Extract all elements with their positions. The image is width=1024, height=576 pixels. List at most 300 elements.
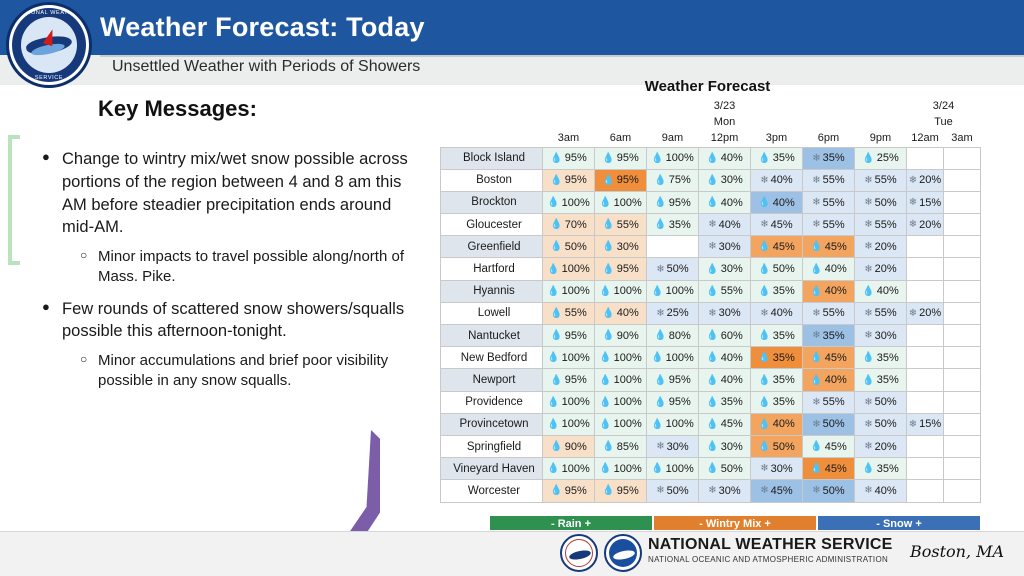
forecast-cell [944,435,981,457]
title-bar-content [100,0,1024,55]
hour-header: 6pm [803,130,855,147]
forecast-cell [543,413,595,435]
legend-rain: - Rain + [489,515,653,531]
forecast-value: 30% [666,440,689,453]
raindrop-icon: 💧 [758,197,771,209]
forecast-cell [803,480,855,502]
forecast-cell [855,236,907,258]
city-label: Greenfield [441,236,543,258]
forecast-cell [543,480,595,502]
raindrop-icon: 💧 [758,374,771,386]
forecast-cell [751,435,803,457]
raindrop-icon: 💧 [758,418,771,430]
forecast-cell [751,258,803,280]
forecast-value: 35% [772,374,795,387]
forecast-value: 40% [772,196,795,209]
forecast-cell [855,413,907,435]
forecast-value: 35% [720,396,743,409]
forecast-value: 30% [718,484,741,497]
forecast-value: 55% [822,196,845,209]
city-label: Hartford [441,258,543,280]
raindrop-icon: 💧 [758,285,771,297]
raindrop-icon: 💧 [547,285,560,297]
forecast-cell [855,302,907,324]
forecast-cell [647,280,699,302]
city-label: Block Island [441,147,543,169]
forecast-value: 30% [720,440,743,453]
forecast-table [440,98,981,503]
forecast-cell [595,302,647,324]
raindrop-icon: 💧 [758,152,771,164]
forecast-value: 20% [919,307,942,320]
forecast-cell [907,302,944,324]
forecast-cell [699,391,751,413]
forecast-value: 55% [822,174,845,187]
forecast-value: 100% [613,462,642,475]
forecast-date-mon: 3/23 [543,98,907,114]
table-row [441,258,981,280]
forecast-value: 35% [876,462,899,475]
forecast-cell [944,480,981,502]
forecast-cell [907,480,944,502]
forecast-cell [944,214,981,236]
snowflake-icon: ❄ [812,396,821,408]
forecast-cell [751,325,803,347]
forecast-cell [647,147,699,169]
forecast-cell [751,347,803,369]
raindrop-icon: 💧 [654,396,667,408]
raindrop-icon: 💧 [654,197,667,209]
forecast-value: 95% [564,329,587,342]
forecast-cell [907,347,944,369]
forecast-hour-row [441,130,981,147]
city-label: Worcester [441,480,543,502]
raindrop-icon: 💧 [550,241,563,253]
forecast-cell [803,258,855,280]
list-item [48,148,419,288]
forecast-cell [699,236,751,258]
raindrop-icon: 💧 [550,152,563,164]
forecast-cell [803,214,855,236]
snowflake-icon: ❄ [908,219,918,231]
forecast-cell [751,480,803,502]
forecast-value: 40% [770,174,793,187]
forecast-value: 55% [874,174,897,187]
forecast-cell [543,369,595,391]
forecast-cell [944,413,981,435]
forecast-cell [543,302,595,324]
forecast-cell [803,391,855,413]
nws-logo-icon [6,2,92,88]
key-messages-list [24,148,419,402]
forecast-value: 55% [564,307,587,320]
forecast-cell [751,458,803,480]
forecast-value: 45% [824,440,847,453]
raindrop-icon: 💧 [654,374,667,386]
forecast-cell [647,480,699,502]
forecast-value: 50% [822,418,845,431]
snowflake-icon: ❄ [864,174,873,186]
list-item [48,298,419,392]
forecast-cell [595,236,647,258]
forecast-value: 45% [824,351,847,364]
forecast-cell [751,413,803,435]
forecast-cell [907,147,944,169]
city-label: Springfield [441,435,543,457]
key-messages-heading: Key Messages: [98,96,257,121]
forecast-value: 30% [616,240,639,253]
forecast-cell [855,280,907,302]
forecast-value: 95% [668,374,691,387]
forecast-cell [751,302,803,324]
forecast-cell [595,391,647,413]
table-corner-3 [441,130,543,147]
forecast-value: 20% [874,263,897,276]
forecast-cell [907,458,944,480]
forecast-cell [699,458,751,480]
forecast-value: 90% [564,440,587,453]
snowflake-icon: ❄ [760,174,769,186]
hour-header: 9am [647,130,699,147]
raindrop-icon: 💧 [651,285,664,297]
forecast-cell [699,480,751,502]
forecast-cell [855,169,907,191]
raindrop-icon: 💧 [602,263,615,275]
forecast-cell [855,191,907,213]
forecast-cell [699,413,751,435]
raindrop-icon: 💧 [602,174,615,186]
raindrop-icon: 💧 [651,152,664,164]
city-label: New Bedford [441,347,543,369]
forecast-cell [907,391,944,413]
forecast-value: 95% [616,263,639,276]
forecast-date-row [441,98,981,114]
snowflake-icon: ❄ [656,307,665,319]
raindrop-icon: 💧 [810,285,823,297]
forecast-value: 35% [822,152,845,165]
city-label: Boston [441,169,543,191]
forecast-value: 50% [874,196,897,209]
forecast-value: 80% [668,329,691,342]
forecast-value: 100% [665,285,694,298]
forecast-cell [907,258,944,280]
forecast-value: 40% [720,351,743,364]
footer-subtitle: NATIONAL OCEANIC AND ATMOSPHERIC ADMINISTRATION [648,555,889,564]
city-label: Lowell [441,302,543,324]
forecast-value: 30% [720,263,743,276]
forecast-value: 25% [876,152,899,165]
forecast-value: 95% [616,484,639,497]
raindrop-icon: 💧 [651,463,664,475]
forecast-value: 15% [919,196,942,209]
table-row [441,369,981,391]
forecast-panel [440,78,985,503]
forecast-cell [595,347,647,369]
noaa-seal-icon [604,534,642,572]
forecast-value: 30% [720,174,743,187]
snowflake-icon: ❄ [908,174,918,186]
raindrop-icon: 💧 [550,441,563,453]
table-row [441,413,981,435]
forecast-cell [803,369,855,391]
raindrop-icon: 💧 [547,463,560,475]
forecast-cell [647,435,699,457]
forecast-value: 55% [720,285,743,298]
city-label: Gloucester [441,214,543,236]
snowflake-icon: ❄ [864,263,873,275]
forecast-cell [944,280,981,302]
forecast-cell [595,413,647,435]
forecast-cell [647,258,699,280]
raindrop-icon: 💧 [706,285,719,297]
snowflake-icon: ❄ [812,418,821,430]
hour-header: 12pm [699,130,751,147]
forecast-cell [803,325,855,347]
forecast-cell [647,369,699,391]
table-row [441,435,981,457]
forecast-value: 40% [616,307,639,320]
forecast-value: 50% [874,418,897,431]
forecast-value: 95% [564,374,587,387]
forecast-cell [803,191,855,213]
table-corner [441,98,543,114]
forecast-cell [751,391,803,413]
raindrop-icon: 💧 [706,374,719,386]
forecast-cell [699,302,751,324]
raindrop-icon: 💧 [706,418,719,430]
snowflake-icon: ❄ [864,219,873,231]
snowflake-icon: ❄ [760,219,769,231]
raindrop-icon: 💧 [599,197,612,209]
forecast-cell [907,435,944,457]
raindrop-icon: 💧 [706,197,719,209]
forecast-cell [595,191,647,213]
forecast-cell [647,236,699,258]
forecast-value: 25% [666,307,689,320]
raindrop-icon: 💧 [706,463,719,475]
nws-seal-icon [560,534,598,572]
key-message-sublist [62,351,419,392]
forecast-value: 100% [665,418,694,431]
forecast-value: 40% [720,152,743,165]
forecast-title: Weather Forecast [644,78,771,95]
raindrop-icon: 💧 [706,330,719,342]
snowflake-icon: ❄ [864,485,873,497]
snowflake-icon: ❄ [708,307,717,319]
raindrop-icon: 💧 [599,352,612,364]
forecast-value: 100% [561,396,590,409]
raindrop-icon: 💧 [758,330,771,342]
forecast-cell [803,347,855,369]
raindrop-icon: 💧 [810,374,823,386]
raindrop-icon: 💧 [758,263,771,275]
raindrop-icon: 💧 [547,418,560,430]
header-divider [100,55,1024,57]
forecast-cell [907,214,944,236]
city-label: Vineyard Haven [441,458,543,480]
raindrop-icon: 💧 [651,418,664,430]
forecast-cell [543,347,595,369]
footer-title: NATIONAL WEATHER SERVICE [648,536,893,553]
forecast-cell [595,169,647,191]
raindrop-icon: 💧 [810,263,823,275]
forecast-cell [647,347,699,369]
forecast-value: 95% [668,196,691,209]
raindrop-icon: 💧 [810,241,823,253]
raindrop-icon: 💧 [706,174,719,186]
decorative-accent [350,430,380,540]
city-label: Newport [441,369,543,391]
forecast-value: 40% [718,218,741,231]
forecast-value: 40% [720,196,743,209]
forecast-value: 100% [561,263,590,276]
forecast-value: 30% [718,240,741,253]
forecast-value: 100% [561,462,590,475]
raindrop-icon: 💧 [547,197,560,209]
forecast-cell [647,169,699,191]
raindrop-icon: 💧 [599,285,612,297]
forecast-value: 20% [874,440,897,453]
forecast-cell [543,147,595,169]
raindrop-icon: 💧 [547,396,560,408]
snowflake-icon: ❄ [812,485,821,497]
forecast-cell [803,413,855,435]
forecast-cell [699,214,751,236]
decorative-bracket [8,135,20,265]
forecast-value: 15% [919,418,942,431]
forecast-value: 45% [770,484,793,497]
forecast-day-mon: Mon [543,114,907,130]
raindrop-icon: 💧 [602,441,615,453]
forecast-value: 45% [770,218,793,231]
forecast-value: 100% [561,418,590,431]
forecast-value: 40% [824,285,847,298]
snowflake-icon: ❄ [812,330,821,342]
forecast-value: 30% [718,307,741,320]
raindrop-icon: 💧 [654,330,667,342]
forecast-cell [751,369,803,391]
snowflake-icon: ❄ [812,174,821,186]
hour-header: 3am [944,130,981,147]
raindrop-icon: 💧 [602,330,615,342]
snowflake-icon: ❄ [812,197,821,209]
snowflake-icon: ❄ [656,263,665,275]
raindrop-icon: 💧 [862,285,875,297]
forecast-value: 100% [613,285,642,298]
forecast-cell [944,325,981,347]
forecast-value: 30% [874,329,897,342]
raindrop-icon: 💧 [550,307,563,319]
key-message-text: Few rounds of scattered snow showers/squalls possible this afternoon-tonight. [62,299,405,341]
raindrop-icon: 💧 [602,307,615,319]
footer-location: Boston, MA [910,542,1005,561]
forecast-cell [944,302,981,324]
forecast-cell [907,369,944,391]
forecast-cell [944,147,981,169]
forecast-value: 55% [822,307,845,320]
forecast-cell [543,458,595,480]
raindrop-icon: 💧 [602,152,615,164]
forecast-value: 50% [564,240,587,253]
snowflake-icon: ❄ [760,307,769,319]
forecast-value: 55% [616,218,639,231]
forecast-cell [803,169,855,191]
forecast-cell [543,214,595,236]
forecast-cell [543,435,595,457]
raindrop-icon: 💧 [706,152,719,164]
forecast-value: 20% [919,174,942,187]
raindrop-icon: 💧 [599,396,612,408]
raindrop-icon: 💧 [602,219,615,231]
snowflake-icon: ❄ [864,241,873,253]
forecast-cell [803,236,855,258]
forecast-value: 95% [564,152,587,165]
forecast-cell [699,369,751,391]
raindrop-icon: 💧 [758,441,771,453]
forecast-value: 55% [822,218,845,231]
forecast-value: 90% [616,329,639,342]
forecast-cell [855,458,907,480]
raindrop-icon: 💧 [862,374,875,386]
hour-header: 3am [543,130,595,147]
table-row [441,214,981,236]
forecast-cell [944,191,981,213]
forecast-value: 45% [824,240,847,253]
forecast-cell [907,280,944,302]
raindrop-icon: 💧 [706,352,719,364]
forecast-cell [751,214,803,236]
forecast-cell [907,236,944,258]
table-row [441,391,981,413]
snowflake-icon: ❄ [656,441,665,453]
forecast-cell [751,169,803,191]
snowflake-icon: ❄ [864,307,873,319]
forecast-value: 100% [665,351,694,364]
forecast-value: 35% [772,351,795,364]
raindrop-icon: 💧 [758,352,771,364]
forecast-cell [855,435,907,457]
raindrop-icon: 💧 [599,374,612,386]
forecast-value: 100% [613,396,642,409]
snowflake-icon: ❄ [864,396,873,408]
forecast-cell [803,280,855,302]
city-label: Nantucket [441,325,543,347]
forecast-cell [595,147,647,169]
forecast-cell [647,391,699,413]
forecast-cell [944,169,981,191]
snowflake-icon: ❄ [864,330,873,342]
forecast-cell [543,325,595,347]
table-row [441,236,981,258]
forecast-cell [803,458,855,480]
forecast-value: 85% [616,440,639,453]
forecast-value: 55% [822,396,845,409]
forecast-value: 45% [720,418,743,431]
forecast-value: 30% [770,462,793,475]
forecast-cell [907,169,944,191]
forecast-value: 50% [772,263,795,276]
raindrop-icon: 💧 [810,352,823,364]
forecast-cell [647,191,699,213]
forecast-value: 35% [668,218,691,231]
forecast-cell [855,214,907,236]
forecast-cell [855,325,907,347]
forecast-value: 75% [668,174,691,187]
forecast-cell [595,280,647,302]
raindrop-icon: 💧 [810,463,823,475]
raindrop-icon: 💧 [706,263,719,275]
forecast-cell [699,435,751,457]
